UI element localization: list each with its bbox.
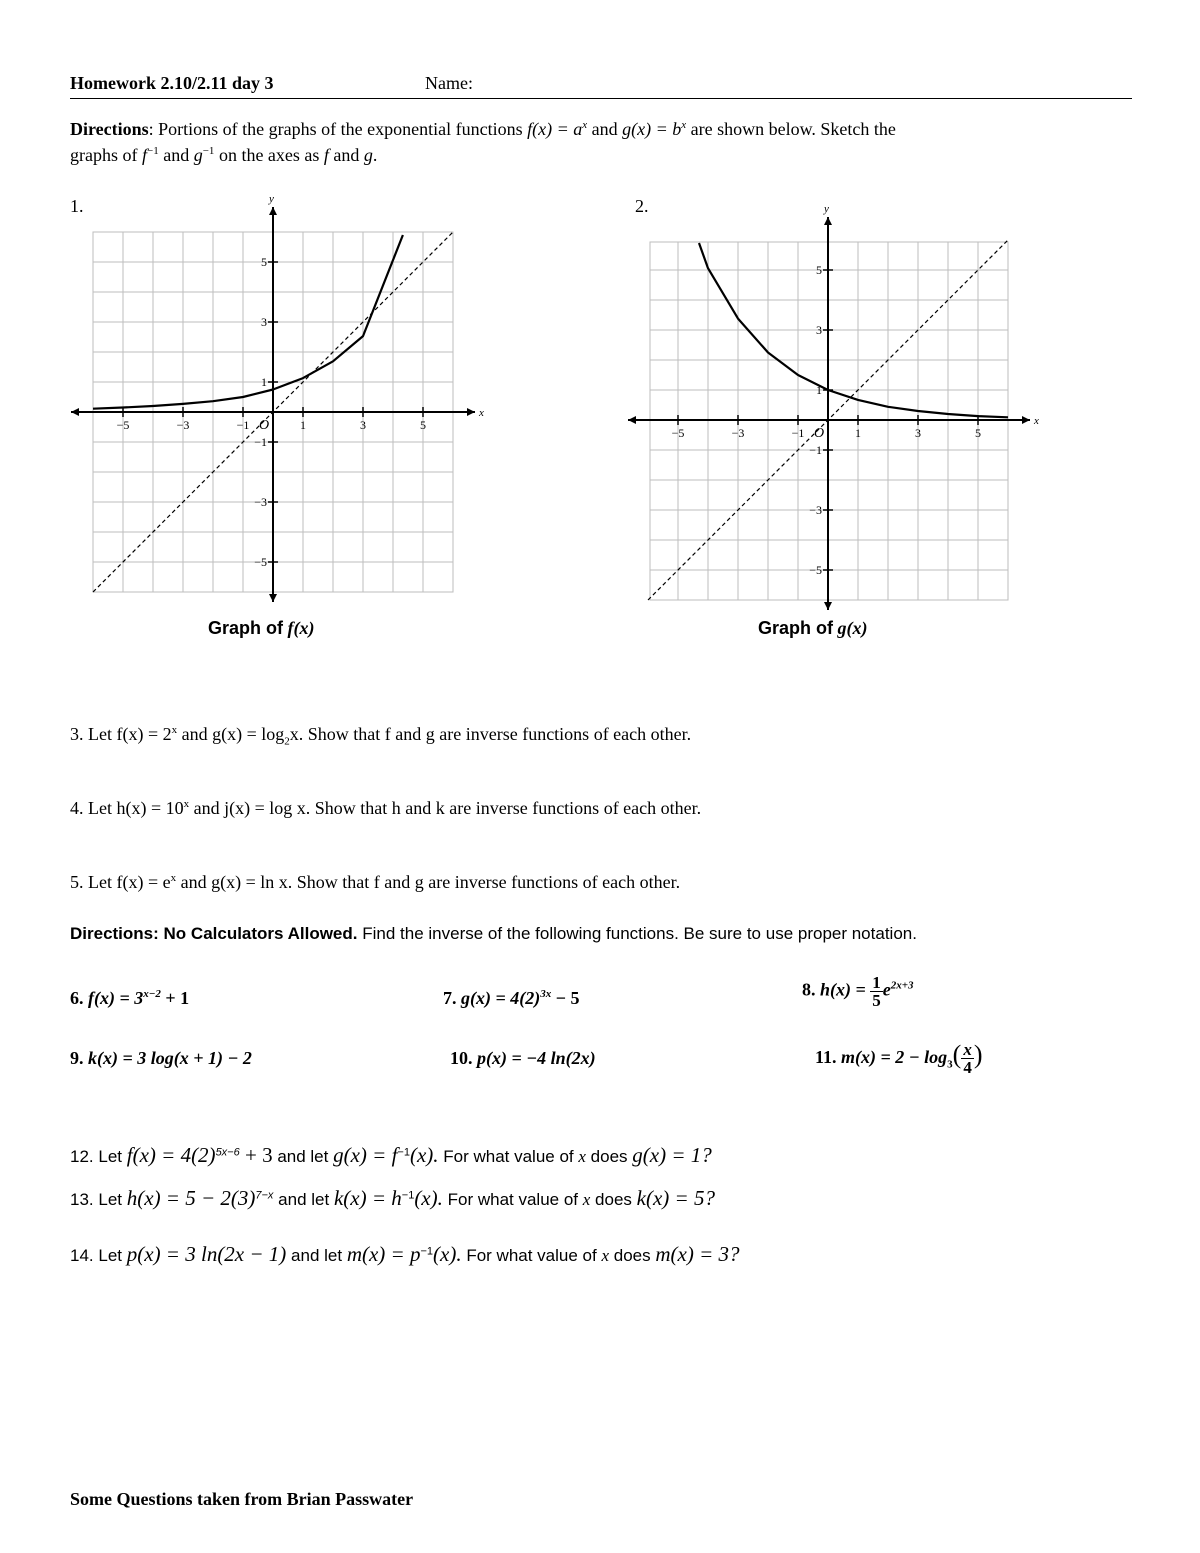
name-label: Name: bbox=[425, 73, 473, 93]
footer-credit: Some Questions taken from Brian Passwater bbox=[70, 1489, 414, 1509]
question-14: 14. Let p(x) = 3 ln(2x − 1) and let $m(x) = p^{-1}(x)$. For what value of x does m(x) = 3? bbox=[70, 1242, 740, 1266]
y-tick-label: 1 bbox=[261, 375, 267, 389]
y-tick-label: −3 bbox=[809, 503, 822, 517]
directions-label: Directions bbox=[70, 119, 149, 139]
y-axis-label: y bbox=[269, 193, 274, 205]
x-tick-label: −1 bbox=[791, 426, 805, 440]
x-axis-arrow bbox=[1022, 416, 1030, 424]
question-11: 11. $m(x) = 2 - \log_3$( $\frac{x}{4}$ ) bbox=[815, 1040, 983, 1078]
y-tick-label: 3 bbox=[816, 323, 822, 337]
x-tick-label: −3 bbox=[176, 418, 190, 432]
graph-1 bbox=[60, 190, 510, 610]
y-tick-label: −5 bbox=[254, 555, 267, 569]
question-12: 12. Let $f(x) = 4(2)^{5x-6} + 3$ and let $g(x) = f^{-1}(x)$. For what value of x does g(x) = 1? bbox=[70, 1143, 712, 1167]
x-axis-arrow bbox=[467, 408, 475, 416]
x-tick-label: 1 bbox=[855, 426, 861, 440]
y-axis-arrow-down bbox=[824, 602, 832, 610]
y-tick-label: 3 bbox=[261, 315, 267, 329]
question-10: 10. p(x) = −4 ln(2x) bbox=[450, 1048, 596, 1068]
x-axis-arrow-left bbox=[71, 408, 79, 416]
directions-line-2: graphs of $f^{-1}$ and $g^{-1}$ on the axes as f and g. bbox=[70, 145, 378, 165]
x-tick-label: 3 bbox=[915, 426, 921, 440]
question-9: 9. k(x) = 3 log(x + 1) − 2 bbox=[70, 1048, 252, 1068]
question-7: 7. $g(x) = 4(2)^{3x} - 5$ bbox=[443, 988, 580, 1008]
y-tick-label: −1 bbox=[254, 435, 267, 449]
y-axis-label: y bbox=[824, 203, 829, 215]
y-tick-label: 1 bbox=[816, 383, 822, 397]
question-6: 6. $f(x) = 3^{x-2} + 1$ bbox=[70, 988, 190, 1008]
y-tick-label: −3 bbox=[254, 495, 267, 509]
y-tick-label: −5 bbox=[809, 563, 822, 577]
question-4: 4. Let $h(x) = 10^x$ and j(x) = log x. Show that h and k are inverse functions of each other. bbox=[70, 798, 702, 818]
graph-1-caption: Graph of f(x) bbox=[208, 618, 315, 638]
x-axis-label: x bbox=[479, 407, 484, 419]
x-tick-label: 1 bbox=[300, 418, 306, 432]
graph-1-number: 1. bbox=[70, 196, 84, 216]
y-axis-arrow bbox=[824, 217, 832, 225]
x-tick-label: −3 bbox=[731, 426, 745, 440]
x-tick-label: 3 bbox=[360, 418, 366, 432]
directions-line-1: Directions: Portions of the graphs of the exponential functions $f(x) = a^x$ and $g(x) = b^x$ are shown below. Sketch the bbox=[70, 119, 896, 139]
x-tick-label: −5 bbox=[671, 426, 685, 440]
question-5: 5. Let $f(x) = e^x$ and g(x) = ln x. Show that f and g are inverse functions of each other. bbox=[70, 872, 681, 892]
page-title: Homework 2.10/2.11 day 3 bbox=[70, 73, 274, 93]
y-tick-label: −1 bbox=[809, 443, 822, 457]
y-tick-label: 5 bbox=[816, 263, 822, 277]
graph-2-number: 2. bbox=[635, 196, 649, 216]
header-rule bbox=[70, 98, 1132, 99]
x-axis-arrow-left bbox=[628, 416, 636, 424]
y-tick-label: 5 bbox=[261, 255, 267, 269]
origin-label: O bbox=[814, 426, 825, 441]
x-tick-label: −5 bbox=[116, 418, 130, 432]
graph-2 bbox=[620, 195, 1070, 615]
x-tick-label: −1 bbox=[236, 418, 250, 432]
y-axis-arrow bbox=[269, 207, 277, 215]
directions-2: Directions: No Calculators Allowed. Find the inverse of the following functions. Be sure to use proper notation. bbox=[70, 924, 917, 943]
question-8: 8. h(x) = $\frac{1}{5}$ $e^{2x+3}$ bbox=[802, 973, 914, 1010]
x-tick-label: 5 bbox=[975, 426, 981, 440]
origin-label: O bbox=[259, 418, 270, 433]
y-axis-arrow-down bbox=[269, 594, 277, 602]
x-tick-label: 5 bbox=[420, 418, 426, 432]
graph-2-caption: Graph of g(x) bbox=[758, 618, 868, 638]
question-3: 3. Let $f(x) = 2^x$ and $g(x) = \log_2x$. Show that f and g are inverse functions of each other. bbox=[70, 724, 692, 748]
x-axis-label: x bbox=[1034, 415, 1039, 427]
question-13: 13. Let $h(x) = 5 - 2(3)^{7-x}$ and let $k(x) = h^{-1}(x)$. For what value of x does k(x) = 5? bbox=[70, 1186, 715, 1210]
